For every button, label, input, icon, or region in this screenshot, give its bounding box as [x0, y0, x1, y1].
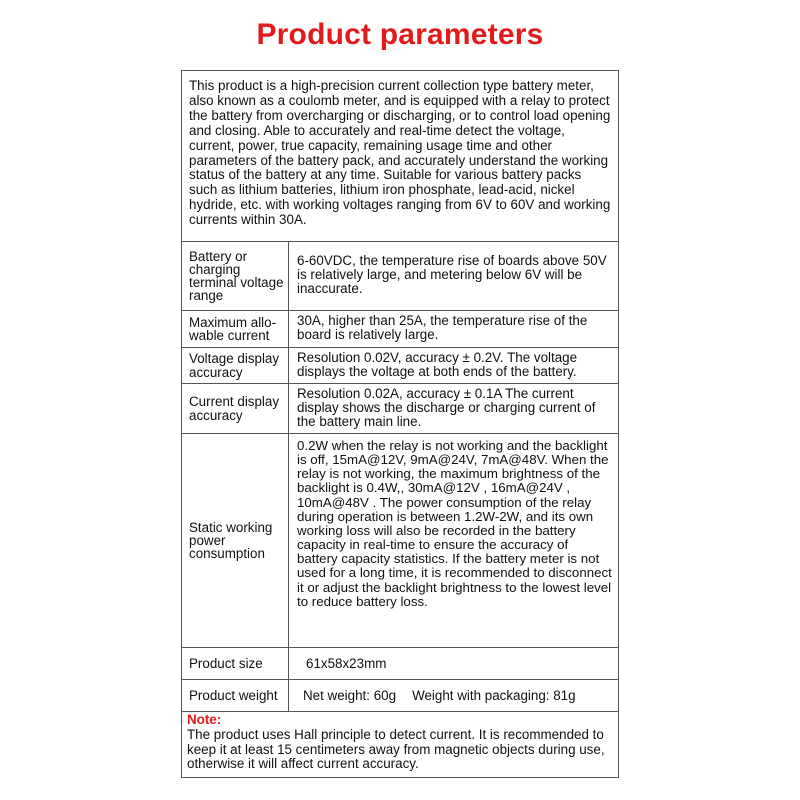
table-row-voltage-accuracy: [182, 348, 618, 384]
row-value: 61x58x23mm: [306, 655, 387, 671]
table-row-voltage-range: [182, 242, 618, 311]
row-value: 0.2W when the relay is not working and the backlight is off, 15mA@12V, 9mA@24V, 7mA@48V. When the relay is not working, the maximum brightness of the backlight is 0.4W,, 30mA@12V , 16mA@24V , 10mA@48V . The power consumption of the relay during operation is between 1.2W-2W, and its own working loss will also be recorded in the battery capacity in real-time to ensure the accuracy of battery capacity statistics. If the battery meter is not used for a long time, it is recommended to disconnect it or adjust the backlight brightness to the lowest level to reduce battery loss.: [297, 438, 612, 609]
product-description: This product is a high-precision current collection type battery meter, also known as a coulomb meter, and is equipped with a relay to protect the battery from overcharging or discharging, or to control load opening and closing. Able to accurately and real-time detect the voltage, current, power, true capacity, remaining usage time and other parameters of the battery pack, and accurately understand the working status of the battery at any time. Suitable for various battery packs such as lithium batteries, lithium iron phosphate, lead-acid, nickel hydride, etc. with working voltages ranging from 6V to 60V and working currents within 30A.: [182, 71, 618, 242]
page-title: Product parameters: [256, 18, 544, 51]
row-label: Product size: [182, 648, 289, 679]
row-label: Battery or charging terminal voltage range: [182, 242, 289, 310]
table-row-current-accuracy: [182, 384, 618, 434]
row-label: Product weight: [182, 680, 289, 711]
table-row-max-current: [182, 311, 618, 348]
row-label: Static working power consumption: [182, 434, 289, 647]
row-value: Resolution 0.02V, accuracy ± 0.2V. The voltage displays the voltage at both ends of the battery.: [297, 350, 578, 379]
table-row-power-consumption: [182, 434, 618, 648]
note-text: The product uses Hall principle to detect current. It is recommended to keep it at least 15 centimeters away from magnetic objects during use, otherwise it will affect current accuracy.: [187, 727, 605, 772]
row-label: Current display accuracy: [182, 384, 289, 433]
row-label: Voltage display accuracy: [182, 348, 289, 383]
note-label: Note:: [187, 712, 222, 727]
table-row-product-size: [182, 648, 618, 680]
row-label: Maximum allo-wable current: [182, 311, 289, 347]
net-weight: Net weight: 60g: [303, 687, 397, 703]
row-value: 30A, higher than 25A, the temperature rise of the board is relatively large.: [297, 313, 588, 342]
note-section: [182, 712, 618, 772]
row-value: [289, 680, 618, 711]
row-value: Resolution 0.02A, accuracy ± 0.1A The current display shows the discharge or charging current of the battery main line.: [297, 386, 596, 429]
parameters-table: [181, 70, 619, 778]
row-value: 6-60VDC, the temperature rise of boards above 50V is relatively large, and metering below 6V will be inaccurate.: [297, 253, 607, 297]
packaged-weight: Weight with packaging: 81g: [412, 687, 576, 703]
table-row-product-weight: [182, 680, 618, 712]
